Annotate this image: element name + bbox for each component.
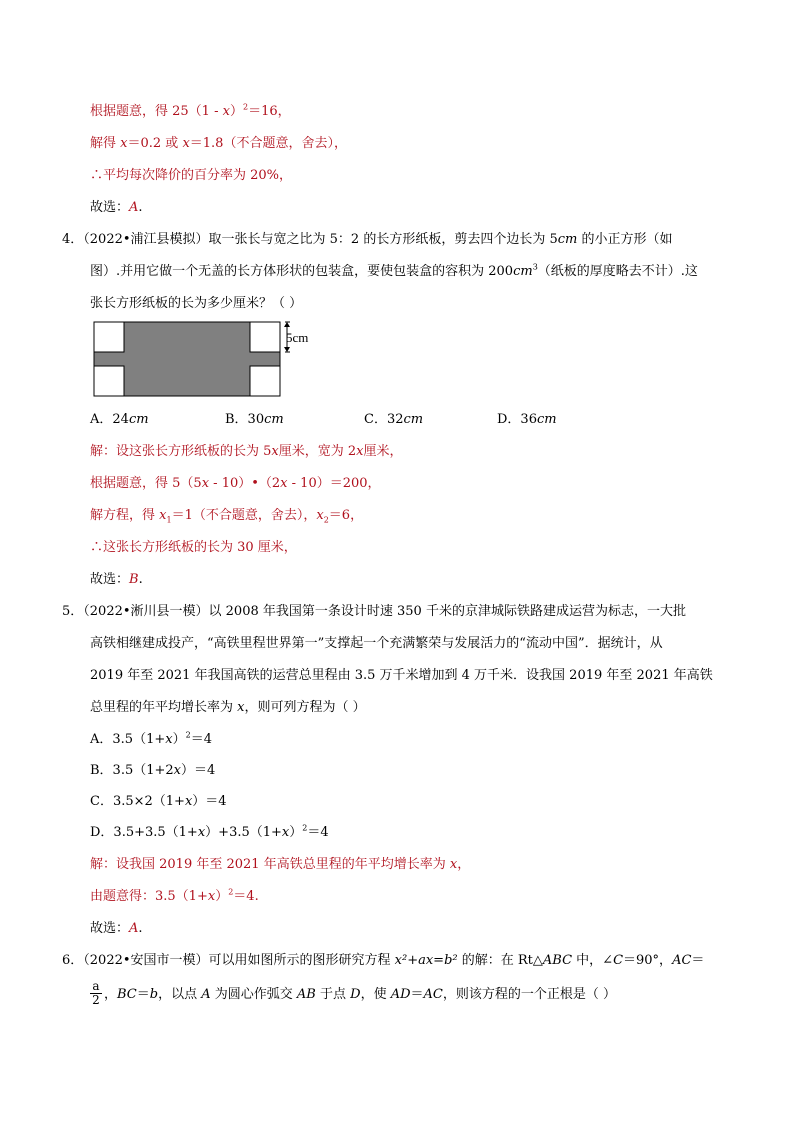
q4-stem-3: 张长方形纸板的长为多少厘米？（ ） — [90, 296, 303, 311]
q5-option-d: D．$3.5+3.5(1+x)+3.5(1+x)^2=4$ — [90, 823, 329, 840]
q4-solution-1: 解：设这张长方形纸板的长为 5x厘米，宽为 2x厘米， — [90, 444, 403, 459]
q5-stem-1: 5．（2022•淅川县一模）以 2008 年我国第一条设计时速 350 千米的京津城际铁路建成运营为标志，一大批 — [62, 604, 686, 619]
q4-solution-3: 解方程，得 $x_1=1$（不合题意，舍去），$x_2=6$， — [90, 508, 364, 525]
corner-square-tr — [250, 322, 280, 352]
prev-eq-line: 根据题意，得 25（1 - x）$^2$＝16， — [90, 102, 291, 119]
q4-stem-2: 图）.并用它做一个无盖的长方体形状的包装盒，要使包装盒的容积为 $200cm^3$（纸板的厚度略去不计）.这 — [90, 262, 698, 279]
q6-stem-1: 6．（2022•安国市一模）可以用如图所示的图形研究方程 x²+ax=b² 的解：在 Rt△ABC 中，∠C＝90°，AC＝ — [62, 953, 705, 968]
corner-square-bl — [94, 366, 124, 396]
corner-square-br — [250, 366, 280, 396]
q5-option-b: B．3.5（1+2x）＝4 — [90, 763, 216, 778]
q4-option-b: B．30cm — [225, 412, 284, 427]
q4-option-c: C．32cm — [364, 412, 424, 427]
q5-answer: 故选：A. — [90, 921, 143, 936]
q4-option-d: D．36cm — [497, 412, 557, 427]
q5-option-a: A．$3.5(1+x)^2=4$ — [90, 730, 212, 747]
prev-solve-line: 解得 x＝0.2 或 x＝1.8（不合题意，舍去）， — [90, 136, 347, 151]
dimension-label: 5cm — [286, 330, 309, 345]
corner-square-tl — [94, 322, 124, 352]
q4-answer: 故选：B. — [90, 572, 143, 587]
q4-conclusion: ∴这张长方形纸板的长为 30 厘米， — [90, 540, 297, 555]
q5-solution-1: 解：设我国 2019 年至 2021 年高铁总里程的年平均增长率为 x， — [90, 857, 471, 872]
q5-solution-2: 由题意得：$3.5(1+x)^2=4$. — [90, 887, 259, 904]
q5-option-c: C．3.5×2（1+x）＝4 — [90, 794, 227, 809]
q5-stem-4: 总里程的年平均增长率为 x，则可列方程为（ ） — [90, 700, 366, 715]
q4-cardboard-figure — [93, 321, 333, 397]
q4-stem-1: 4．（2022•浦江县模拟）取一张长与宽之比为 5：2 的长方形纸板，剪去四个边长为 5cm 的小正方形（如 — [62, 232, 673, 247]
q6-fraction-a-over-2: $\frac{a}{2}$ — [90, 980, 102, 1007]
q4-solution-2: 根据题意，得 5（5x - 10）•（2x - 10）＝200， — [90, 476, 381, 491]
prev-conclusion: ∴平均每次降价的百分率为 20%， — [90, 168, 293, 183]
prev-answer: 故选：A. — [90, 200, 143, 215]
q5-stem-3: 2019 年至 2021 年我国高铁的运营总里程由 3.5 万千米增加到 4 万千米．设我国 2019 年至 2021 年高铁 — [90, 668, 713, 683]
q4-option-a: A．24cm — [90, 412, 149, 427]
q5-stem-2: 高铁相继建成投产，“高铁里程世界第一”支撑起一个充满繁荣与发展活力的“流动中国”．据统计，从 — [90, 636, 663, 651]
q6-stem-2: ，BC＝b，以点 A 为圆心作弧交 AB 于点 D，使 AD＝AC，则该方程的一个正根是（ ） — [104, 987, 617, 1002]
